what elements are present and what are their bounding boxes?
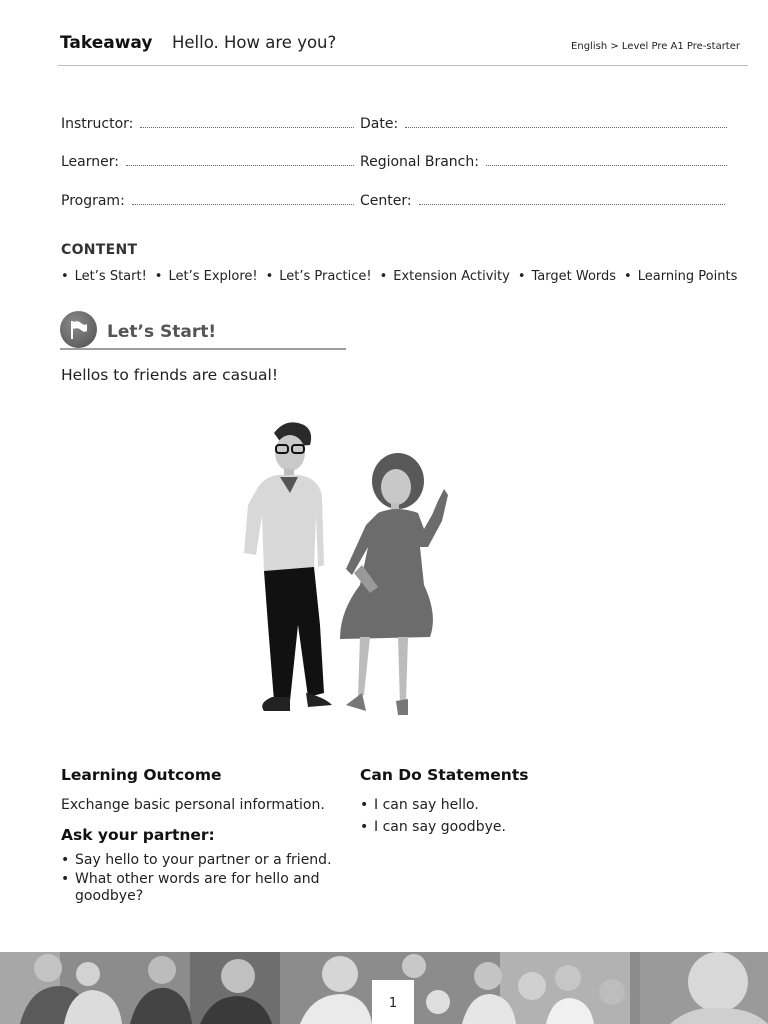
instructor-field[interactable] [61, 114, 354, 132]
regional-branch-line[interactable] [486, 152, 727, 166]
learning-outcome-text: Exchange basic personal information. [61, 797, 325, 813]
list-item: • I can say hello. [360, 797, 650, 814]
date-label: Date: [360, 116, 399, 132]
section-title: Let’s Start! [107, 322, 217, 342]
brand-title: Takeaway [60, 33, 153, 53]
flag-badge-icon [60, 311, 97, 348]
flag-icon [68, 319, 89, 340]
regional-branch-label: Regional Branch: [360, 154, 479, 170]
breadcrumb: English > Level Pre A1 Pre-starter [571, 41, 740, 52]
can-do-column [360, 766, 650, 841]
center-field[interactable] [360, 191, 725, 209]
program-field[interactable] [61, 191, 354, 209]
lead-text: Hellos to friends are casual! [61, 366, 279, 384]
center-line[interactable] [419, 191, 725, 205]
learner-label: Learner: [61, 154, 119, 170]
page-number: 1 [372, 980, 414, 1024]
center-label: Center: [360, 193, 412, 209]
footer-photo-banner [0, 952, 768, 1024]
can-do-list [360, 797, 650, 836]
ask-partner-heading: Ask your partner: [61, 826, 215, 844]
content-item[interactable]: • Let’s Practice! [266, 269, 372, 284]
learner-field[interactable] [61, 152, 354, 170]
date-line[interactable] [405, 114, 727, 128]
instructor-line[interactable] [140, 114, 354, 128]
page-header [58, 30, 748, 66]
program-label: Program: [61, 193, 125, 209]
content-item[interactable]: • Extension Activity [380, 269, 510, 284]
learning-outcome-heading: Learning Outcome [61, 766, 222, 784]
ask-partner-list [61, 852, 351, 905]
learner-line[interactable] [126, 152, 354, 166]
lesson-title: Hello. How are you? [172, 33, 337, 52]
list-item: • I can say goodbye. [360, 819, 650, 836]
lets-start-section-header [60, 310, 346, 350]
learning-outcome-column [61, 766, 351, 907]
regional-branch-field[interactable] [360, 152, 727, 170]
content-list [61, 269, 745, 284]
list-item: • Say hello to your partner or a friend. [61, 852, 351, 869]
program-line[interactable] [132, 191, 354, 205]
content-item[interactable]: • Let’s Start! [61, 269, 147, 284]
content-item[interactable]: • Let’s Explore! [155, 269, 258, 284]
date-field[interactable] [360, 114, 727, 132]
content-item[interactable]: • Learning Points [624, 269, 737, 284]
can-do-heading: Can Do Statements [360, 766, 529, 784]
instructor-label: Instructor: [61, 116, 134, 132]
list-item: • What other words are for hello and goodbye? [61, 871, 351, 905]
friends-greeting-illustration [228, 415, 458, 720]
content-item[interactable]: • Target Words [518, 269, 616, 284]
content-heading: CONTENT [61, 242, 138, 258]
